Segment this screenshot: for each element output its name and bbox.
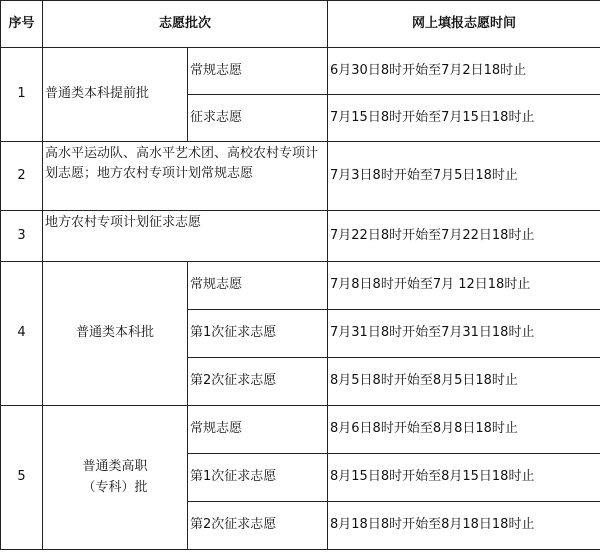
fill-time: 8月15日8时开始至8月15日18时止: [328, 454, 600, 502]
sub-batch: 常规志愿: [188, 48, 328, 95]
batch-name-line1: 普通类高职: [82, 459, 148, 475]
fill-time: 8月18日8时开始至8月18日18时止: [328, 502, 600, 550]
header-num: 序号: [1, 1, 43, 48]
table-row: [1, 406, 600, 454]
header-batch: 志愿批次: [43, 1, 328, 48]
table-row: [1, 262, 600, 310]
sub-batch: 第1次征求志愿: [188, 454, 328, 502]
fill-time: 7月31日8时开始至7月31日18时止: [328, 310, 600, 358]
batch-name: 普通类本科提前批: [43, 48, 188, 142]
fill-time: 7月22日8时开始至7月22日18时止: [328, 211, 600, 262]
row-number: 5: [1, 406, 43, 550]
fill-time: 8月6日8时开始至8月8日18时止: [328, 406, 600, 454]
batch-name: 高水平运动队、高水平艺术团、高校农村专项计划志愿；地方农村专项计划常规志愿: [43, 142, 328, 211]
fill-time: 7月3日8时开始至7月5日18时止: [328, 142, 600, 211]
batch-name-line2: （专科）批: [82, 479, 148, 495]
header-time: 网上填报志愿时间: [328, 1, 600, 48]
row-number: 3: [1, 211, 43, 262]
sub-batch: 常规志愿: [188, 262, 328, 310]
table-row: [1, 211, 600, 262]
batch-name: 普通类本科批: [43, 262, 188, 406]
fill-time: 8月5日8时开始至8月5日18时止: [328, 358, 600, 406]
sub-batch: 第2次征求志愿: [188, 358, 328, 406]
batch-name: [43, 406, 188, 550]
table-row: [1, 48, 600, 95]
row-number: 2: [1, 142, 43, 211]
row-number: 4: [1, 262, 43, 406]
table-row: [1, 142, 600, 211]
fill-time: 6月30日8时开始至7月2日18时止: [328, 48, 600, 95]
sub-batch: 第2次征求志愿: [188, 502, 328, 550]
fill-time: 7月8日8时开始至7月 12日18时止: [328, 262, 600, 310]
row-number: 1: [1, 48, 43, 142]
sub-batch: 第1次征求志愿: [188, 310, 328, 358]
sub-batch: 征求志愿: [188, 95, 328, 142]
sub-batch: 常规志愿: [188, 406, 328, 454]
batch-name: 地方农村专项计划征求志愿: [43, 211, 328, 262]
table-header-row: [1, 1, 600, 48]
fill-time: 7月15日8时开始至7月15日18时止: [328, 95, 600, 142]
